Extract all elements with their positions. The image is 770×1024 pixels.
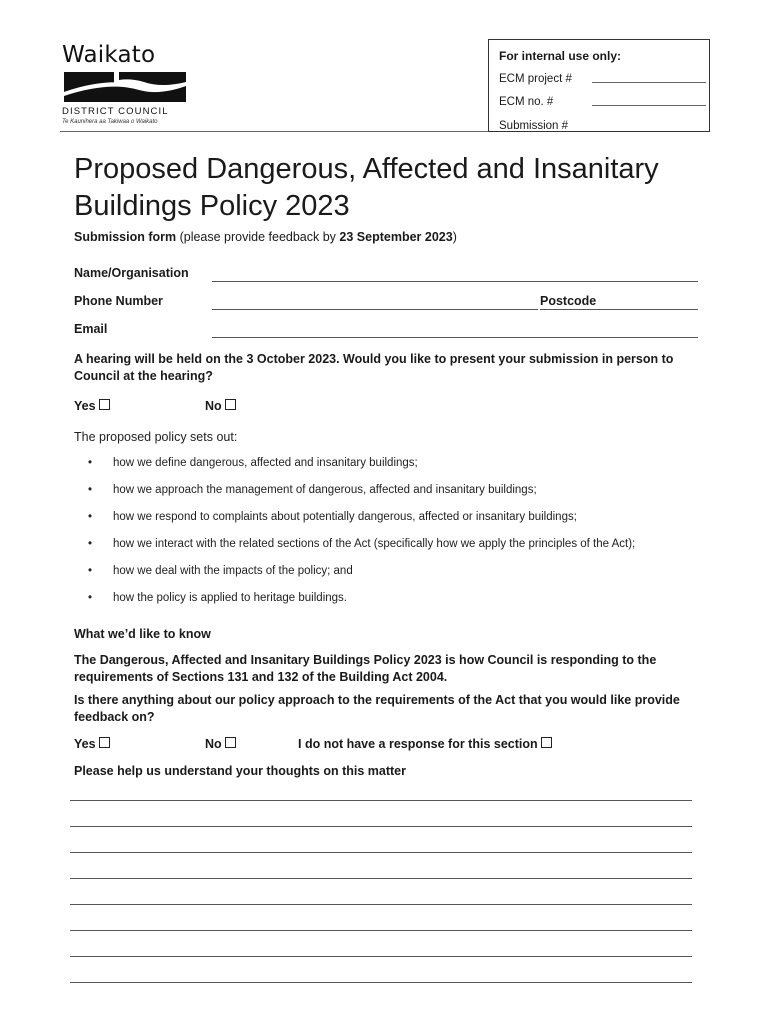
hearing-yes-checkbox[interactable] (99, 399, 110, 410)
feedback-yes-checkbox[interactable] (99, 737, 110, 748)
feedback-heading: What we’d like to know (74, 627, 211, 641)
answer-line[interactable] (70, 852, 692, 853)
list-item-text: how we interact with the related sections of the Act (specifically how we apply the principles of the Act); (113, 538, 636, 550)
feedback-no-checkbox[interactable] (225, 737, 236, 748)
answer-line[interactable] (70, 956, 692, 957)
list-item-text: how we define dangerous, affected and insanitary buildings; (113, 457, 418, 469)
list-item (88, 509, 678, 525)
list-item-text: how we approach the management of dangerous, affected and insanitary buildings; (113, 484, 537, 496)
bullet-icon: • (88, 484, 93, 496)
logo-council-text: DISTRICT COUNCIL (62, 106, 169, 117)
thoughts-prompt: Please help us understand your thoughts on this matter (74, 764, 406, 778)
ecm-project-line (592, 82, 706, 83)
list-item (88, 455, 678, 471)
submission-no-label: Submission # (499, 120, 569, 132)
bullet-icon: • (88, 457, 93, 469)
list-item (88, 590, 678, 606)
ecm-no-line (592, 105, 706, 106)
internal-use-heading: For internal use only: (499, 49, 622, 63)
feedback-no-label: No (205, 737, 222, 751)
submission-deadline-prefix: (please provide feedback by (179, 230, 336, 244)
list-item (88, 482, 678, 498)
submission-note (74, 230, 457, 244)
policy-bullet-list (88, 455, 678, 606)
feedback-question: Is there anything about our policy approach to the requirements of the Act that you would like provide feedback on? (74, 693, 680, 724)
header-divider (60, 131, 488, 132)
answer-line[interactable] (70, 982, 692, 983)
hearing-yes-option[interactable] (74, 399, 110, 413)
phone-label: Phone Number (74, 294, 163, 308)
feedback-yes-option[interactable] (74, 737, 110, 751)
list-item (88, 536, 678, 552)
council-logo (60, 44, 190, 126)
list-item-text: how the policy is applied to heritage buildings. (113, 592, 347, 604)
bullet-icon: • (88, 592, 93, 604)
list-item-text: how we deal with the impacts of the policy; and (113, 565, 353, 577)
hearing-yes-label: Yes (74, 399, 96, 413)
answer-line[interactable] (70, 930, 692, 931)
bullet-icon: • (88, 565, 93, 577)
policy-intro: The proposed policy sets out: (74, 430, 238, 444)
feedback-statement: The Dangerous, Affected and Insanitary Buildings Policy 2023 is how Council is responding to the requirements of Sections 131 and 132 of the Building Act 2004. (74, 653, 657, 684)
phone-field[interactable] (212, 309, 538, 310)
email-label: Email (74, 322, 108, 336)
list-item-text: how we respond to complaints about potentially dangerous, affected or insanitary buildings; (113, 511, 577, 523)
feedback-no-response-option[interactable] (298, 737, 552, 751)
submission-form-label: Submission form (74, 230, 177, 244)
postcode-label: Postcode (540, 294, 597, 308)
logo-tagline: Te Kaunihera aa Takiwaa o Waikato (62, 119, 158, 125)
name-label: Name/Organisation (74, 266, 189, 280)
page-title: Proposed Dangerous, Affected and Insanitary Buildings Policy 2023 (74, 153, 659, 222)
name-field[interactable] (212, 281, 698, 282)
logo-river-graphic (64, 70, 186, 104)
feedback-yes-label: Yes (74, 737, 96, 751)
feedback-no-response-label: I do not have a response for this section (298, 737, 538, 751)
bullet-icon: • (88, 538, 93, 550)
ecm-project-label: ECM project # (499, 73, 572, 85)
submission-deadline-suffix: ) (452, 230, 457, 244)
hearing-no-label: No (205, 399, 222, 413)
answer-line[interactable] (70, 800, 692, 801)
submission-deadline-date: 23 September 2023 (339, 230, 453, 244)
internal-use-box (488, 39, 710, 132)
feedback-no-option[interactable] (205, 737, 236, 751)
answer-line[interactable] (70, 826, 692, 827)
bullet-icon: • (88, 511, 93, 523)
ecm-project-field[interactable] (499, 73, 704, 85)
answer-line[interactable] (70, 878, 692, 879)
email-field[interactable] (212, 337, 698, 338)
hearing-no-checkbox[interactable] (225, 399, 236, 410)
feedback-no-response-checkbox[interactable] (541, 737, 552, 748)
ecm-no-field[interactable] (499, 96, 704, 108)
hearing-question: A hearing will be held on the 3 October 2023. Would you like to present your submission in person to Council at the hearing? (74, 352, 674, 383)
logo-wordmark: Waikato (62, 42, 156, 68)
answer-line[interactable] (70, 904, 692, 905)
ecm-no-label: ECM no. # (499, 96, 554, 108)
hearing-no-option[interactable] (205, 399, 236, 413)
postcode-field[interactable] (540, 309, 698, 310)
submission-no-field[interactable] (499, 120, 704, 132)
list-item (88, 563, 678, 579)
